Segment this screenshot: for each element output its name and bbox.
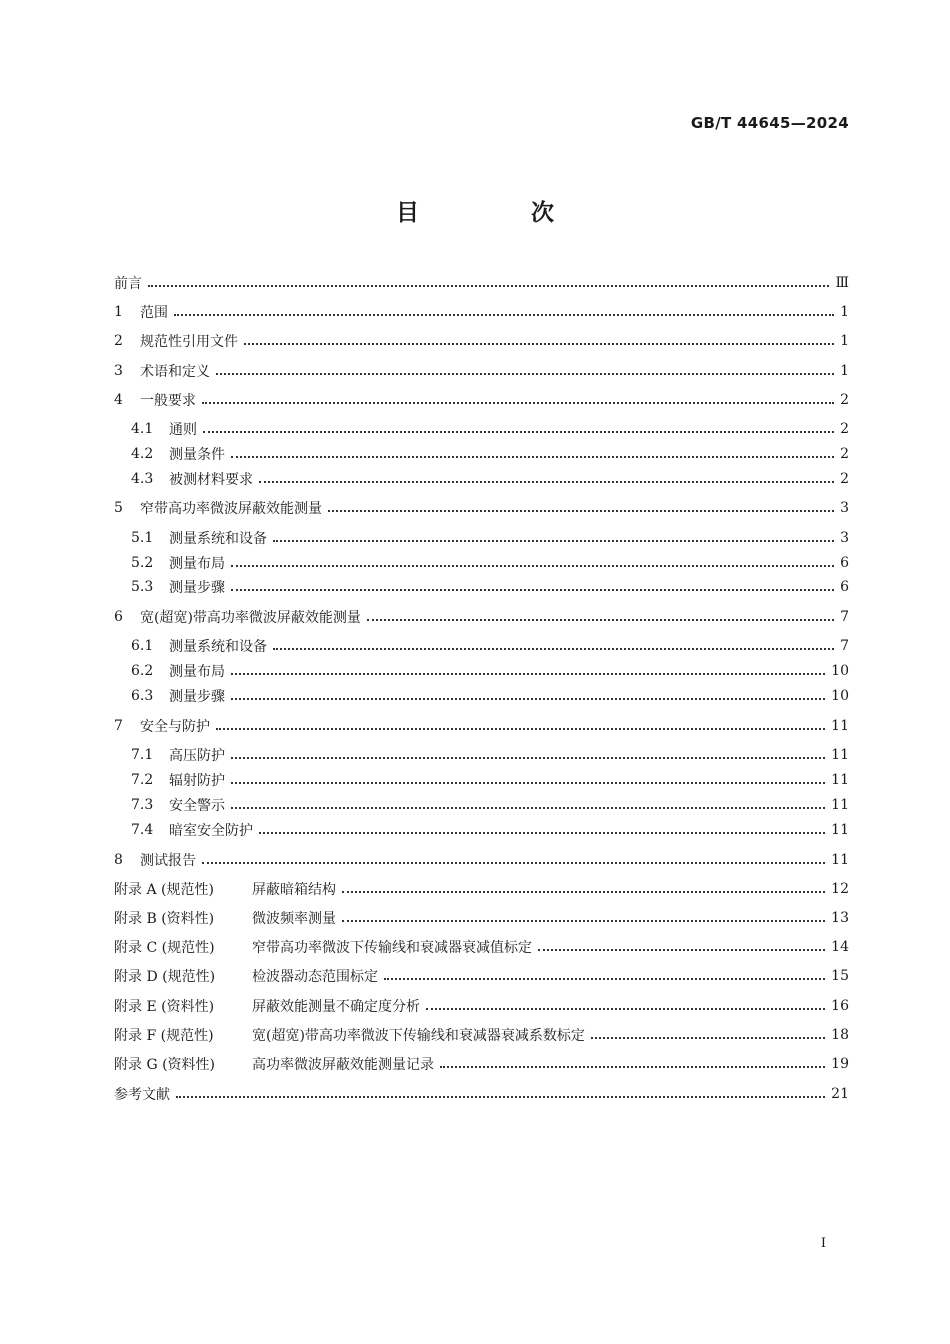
dot-leader xyxy=(328,509,834,512)
dot-leader xyxy=(231,697,825,700)
toc-page-number: 15 xyxy=(831,968,849,984)
toc-entry-title: 被测材料要求 xyxy=(169,472,253,488)
toc-page-number: 7 xyxy=(840,638,849,654)
toc-entry[interactable] xyxy=(114,935,849,959)
dot-leader xyxy=(259,480,834,483)
dot-leader xyxy=(244,342,834,345)
toc-entry[interactable] xyxy=(114,300,849,324)
toc-entry-number: 4.2 xyxy=(131,446,154,462)
toc-entry-title: 宽(超宽)带高功率微波下传输线和衰减器衰减系数标定 xyxy=(252,1028,585,1044)
toc-entry-number: 6 xyxy=(114,609,123,625)
toc-page-number: 2 xyxy=(840,392,849,408)
toc-entry-title: 安全与防护 xyxy=(140,719,210,735)
toc-entry[interactable] xyxy=(114,388,849,412)
toc-appendix-label: 附录 F (规范性) xyxy=(114,1028,214,1044)
toc-entry[interactable] xyxy=(131,442,849,466)
standard-number: GB/T 44645—2024 xyxy=(690,114,849,132)
toc-entry[interactable] xyxy=(114,1023,849,1047)
toc-entry-title: 辐射防护 xyxy=(169,773,225,789)
toc-entry-number: 4.3 xyxy=(131,471,154,487)
toc-entry[interactable] xyxy=(114,271,849,295)
toc-entry-number: 1 xyxy=(114,304,123,320)
page-folio: Ⅰ xyxy=(820,1236,826,1251)
dot-leader xyxy=(231,672,825,675)
dot-leader xyxy=(273,647,834,650)
toc-page-number: 11 xyxy=(831,797,849,813)
toc-entry-title: 测试报告 xyxy=(140,853,196,869)
toc-entry-title: 屏蔽效能测量不确定度分析 xyxy=(252,999,420,1015)
toc-page-number: Ⅲ xyxy=(835,275,849,291)
toc-entry-number: 7.2 xyxy=(131,772,154,788)
toc-page-number: 12 xyxy=(831,881,849,897)
toc-entry[interactable] xyxy=(131,684,849,708)
toc-entry-title: 测量条件 xyxy=(169,447,225,463)
toc-entry-number: 6.1 xyxy=(131,638,154,654)
toc-page-number: 14 xyxy=(831,939,849,955)
toc-entry-number: 5.1 xyxy=(131,530,154,546)
toc-appendix-label: 附录 E (资料性) xyxy=(114,999,215,1015)
toc-page-number: 2 xyxy=(840,446,849,462)
dot-leader xyxy=(216,727,825,730)
toc-entry-title: 测量系统和设备 xyxy=(169,531,267,547)
toc-entry-title: 窄带高功率微波下传输线和衰减器衰减值标定 xyxy=(252,940,532,956)
toc-entry[interactable] xyxy=(114,906,849,930)
toc-entry-title: 高功率微波屏蔽效能测量记录 xyxy=(252,1057,434,1073)
toc-entry[interactable] xyxy=(131,526,849,550)
toc-entry[interactable] xyxy=(114,496,849,520)
toc-entry[interactable] xyxy=(114,1082,849,1106)
toc-entry-title: 一般要求 xyxy=(140,393,196,409)
toc-entry-title: 窄带高功率微波屏蔽效能测量 xyxy=(140,501,322,517)
toc-entry-number: 6.3 xyxy=(131,688,154,704)
dot-leader xyxy=(367,618,834,621)
toc-appendix-label: 附录 C (规范性) xyxy=(114,940,215,956)
toc-entry[interactable] xyxy=(131,467,849,491)
dot-leader xyxy=(202,401,834,404)
toc-page-number: 11 xyxy=(831,747,849,763)
toc-entry[interactable] xyxy=(114,359,849,383)
toc-page-number: 10 xyxy=(831,688,849,704)
toc-entry-number: 5.2 xyxy=(131,555,154,571)
dot-leader xyxy=(203,430,834,433)
toc-entry-title: 测量布局 xyxy=(169,556,225,572)
toc-entry-number: 7.3 xyxy=(131,797,154,813)
dot-leader xyxy=(231,588,834,591)
toc-entry-title: 微波频率测量 xyxy=(252,911,336,927)
toc-entry-number: 7.1 xyxy=(131,747,154,763)
dot-leader xyxy=(342,919,825,922)
dot-leader xyxy=(231,564,834,567)
toc-entry-number: 2 xyxy=(114,333,123,349)
toc-page-number: 16 xyxy=(831,998,849,1014)
toc-entry-title: 参考文献 xyxy=(114,1087,170,1103)
dot-leader xyxy=(174,313,834,316)
toc-entry-number: 4.1 xyxy=(131,421,154,437)
toc-entry[interactable] xyxy=(114,1052,849,1076)
dot-leader xyxy=(342,890,825,893)
toc-page-number: 11 xyxy=(831,718,849,734)
toc-entry-title: 测量布局 xyxy=(169,664,225,680)
toc-entry-title: 检波器动态范围标定 xyxy=(252,969,378,985)
toc-page-number: 10 xyxy=(831,663,849,679)
dot-leader xyxy=(176,1095,825,1098)
dot-leader xyxy=(148,284,829,287)
dot-leader xyxy=(202,861,825,864)
dot-leader xyxy=(591,1036,825,1039)
dot-leader xyxy=(440,1065,825,1068)
toc-entry-number: 7 xyxy=(114,718,123,734)
dot-leader xyxy=(231,806,825,809)
toc-entry[interactable] xyxy=(114,877,849,901)
toc-entry-title: 测量步骤 xyxy=(169,689,225,705)
toc-page-number: 2 xyxy=(840,471,849,487)
toc-page-number: 1 xyxy=(840,363,849,379)
toc-page-number: 21 xyxy=(831,1086,849,1102)
toc-appendix-label: 附录 B (资料性) xyxy=(114,911,215,927)
toc-entry[interactable] xyxy=(114,994,849,1018)
toc-entry[interactable] xyxy=(131,417,849,441)
toc-entry-title: 通则 xyxy=(169,422,197,438)
toc-entry[interactable] xyxy=(131,793,849,817)
dot-leader xyxy=(231,756,825,759)
toc-page-number: 11 xyxy=(831,772,849,788)
dot-leader xyxy=(231,455,834,458)
toc-entry[interactable] xyxy=(114,329,849,353)
toc-page-number: 18 xyxy=(831,1027,849,1043)
toc-entry[interactable] xyxy=(114,964,849,988)
toc-page-number: 1 xyxy=(840,304,849,320)
toc-page-number: 1 xyxy=(840,333,849,349)
toc-appendix-label: 附录 G (资料性) xyxy=(114,1057,216,1073)
toc-entry-number: 6.2 xyxy=(131,663,154,679)
page-title: 目 次 xyxy=(395,200,606,226)
toc-entry-number: 4 xyxy=(114,392,123,408)
toc-entry-title: 安全警示 xyxy=(169,798,225,814)
dot-leader xyxy=(538,948,825,951)
toc-entry[interactable] xyxy=(131,634,849,658)
toc-page-number: 13 xyxy=(831,910,849,926)
toc-page-number: 7 xyxy=(840,609,849,625)
toc-entry[interactable] xyxy=(131,575,849,599)
toc-entry[interactable] xyxy=(114,714,849,738)
dot-leader xyxy=(273,539,834,542)
toc-entry-title: 范围 xyxy=(140,305,168,321)
toc-entry[interactable] xyxy=(131,551,849,575)
toc-appendix-label: 附录 D (规范性) xyxy=(114,969,216,985)
toc-entry[interactable] xyxy=(131,743,849,767)
dot-leader xyxy=(384,977,825,980)
toc-entry[interactable] xyxy=(131,818,849,842)
toc-entry-title: 规范性引用文件 xyxy=(140,334,238,350)
dot-leader xyxy=(259,831,825,834)
toc-page-number: 19 xyxy=(831,1056,849,1072)
toc-page-number: 11 xyxy=(831,852,849,868)
toc-entry-number: 5 xyxy=(114,500,123,516)
toc-entry[interactable] xyxy=(131,659,849,683)
dot-leader xyxy=(216,372,834,375)
toc-page-number: 11 xyxy=(831,822,849,838)
toc-entry-title: 宽(超宽)带高功率微波屏蔽效能测量 xyxy=(140,610,361,626)
toc-entry-number: 7.4 xyxy=(131,822,154,838)
toc-entry-title: 测量步骤 xyxy=(169,580,225,596)
toc-entry-title: 前言 xyxy=(114,276,142,292)
toc-page-number: 6 xyxy=(840,579,849,595)
toc-entry-title: 测量系统和设备 xyxy=(169,639,267,655)
toc-page-number: 3 xyxy=(840,530,849,546)
toc-entry-number: 5.3 xyxy=(131,579,154,595)
toc-entry[interactable] xyxy=(131,768,849,792)
toc-entry-number: 8 xyxy=(114,852,123,868)
toc-entry-title: 暗室安全防护 xyxy=(169,823,253,839)
toc-entry-number: 3 xyxy=(114,363,123,379)
toc-appendix-label: 附录 A (规范性) xyxy=(114,882,214,898)
toc-page-number: 6 xyxy=(840,555,849,571)
toc-entry[interactable] xyxy=(114,848,849,872)
toc-entry-title: 术语和定义 xyxy=(140,364,210,380)
toc-page-number: 3 xyxy=(840,500,849,516)
toc-page-number: 2 xyxy=(840,421,849,437)
dot-leader xyxy=(231,781,825,784)
toc-entry[interactable] xyxy=(114,605,849,629)
toc-entry-title: 高压防护 xyxy=(169,748,225,764)
toc-entry-title: 屏蔽暗箱结构 xyxy=(252,882,336,898)
dot-leader xyxy=(426,1007,825,1010)
